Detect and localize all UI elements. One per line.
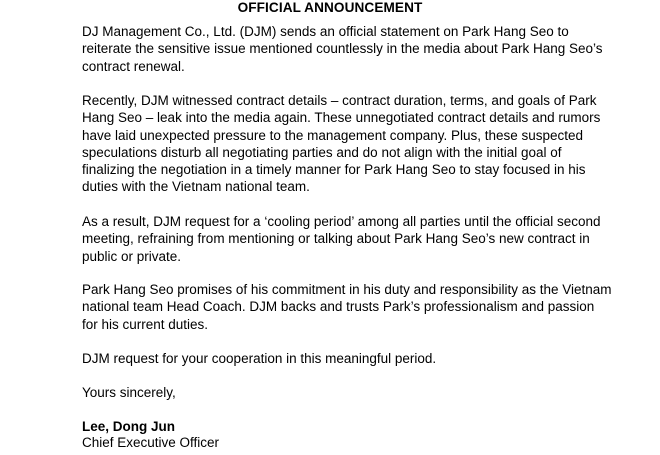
text-line: DJ Management Co., Ltd. (DJM) sends an official statement on Park Hang Seo to bbox=[82, 24, 569, 39]
text-line: Hang Seo – leak into the media again. These unnegotiated contract details and rumors bbox=[82, 110, 601, 126]
paragraph-cooling-period bbox=[82, 213, 602, 265]
text-line: for his current duties. bbox=[82, 316, 209, 332]
closing-salutation: Yours sincerely, bbox=[82, 385, 176, 400]
text-line: DJM request for your cooperation in this meaningful period. bbox=[82, 351, 437, 366]
text-line: Recently, DJM witnessed contract details – contract duration, terms, and goals of Park bbox=[82, 93, 597, 108]
text-line: have laid unexpected pressure to the management company. Plus, these suspected bbox=[82, 127, 584, 143]
document-title: OFFICIAL ANNOUNCEMENT bbox=[237, 0, 423, 15]
signatory-position: Chief Executive Officer bbox=[82, 435, 220, 450]
text-line: public or private. bbox=[82, 248, 182, 264]
text-line: national team Head Coach. DJM backs and trusts Park’s professionalism and passion bbox=[82, 299, 595, 315]
paragraph-leak bbox=[82, 92, 602, 196]
text-line: meeting, refraining from mentioning or talking about Park Hang Seo’s new contract in bbox=[82, 231, 590, 247]
paragraph-commitment bbox=[82, 281, 612, 333]
signatory-name: Lee, Dong Jun bbox=[82, 419, 176, 434]
text-line: Park Hang Seo promises of his commitment in his duty and responsibility as the Vietnam bbox=[82, 282, 612, 297]
text-line: duties with the Vietnam national team. bbox=[82, 179, 310, 195]
text-line: contract renewal. bbox=[82, 58, 185, 74]
text-line: speculations disturb all negotiating parties and do not align with the initial goal of bbox=[82, 144, 562, 160]
paragraph-intro bbox=[82, 23, 602, 75]
paragraph-cooperation bbox=[82, 350, 602, 367]
text-line: As a result, DJM request for a ‘cooling period’ among all parties until the official second bbox=[82, 214, 601, 229]
text-line: finalizing the negotiation in a timely manner for Park Hang Seo to stay focused in his bbox=[82, 162, 586, 178]
text-line: reiterate the sensitive issue mentioned countlessly in the media about Park Hang Seo’s bbox=[82, 41, 603, 57]
